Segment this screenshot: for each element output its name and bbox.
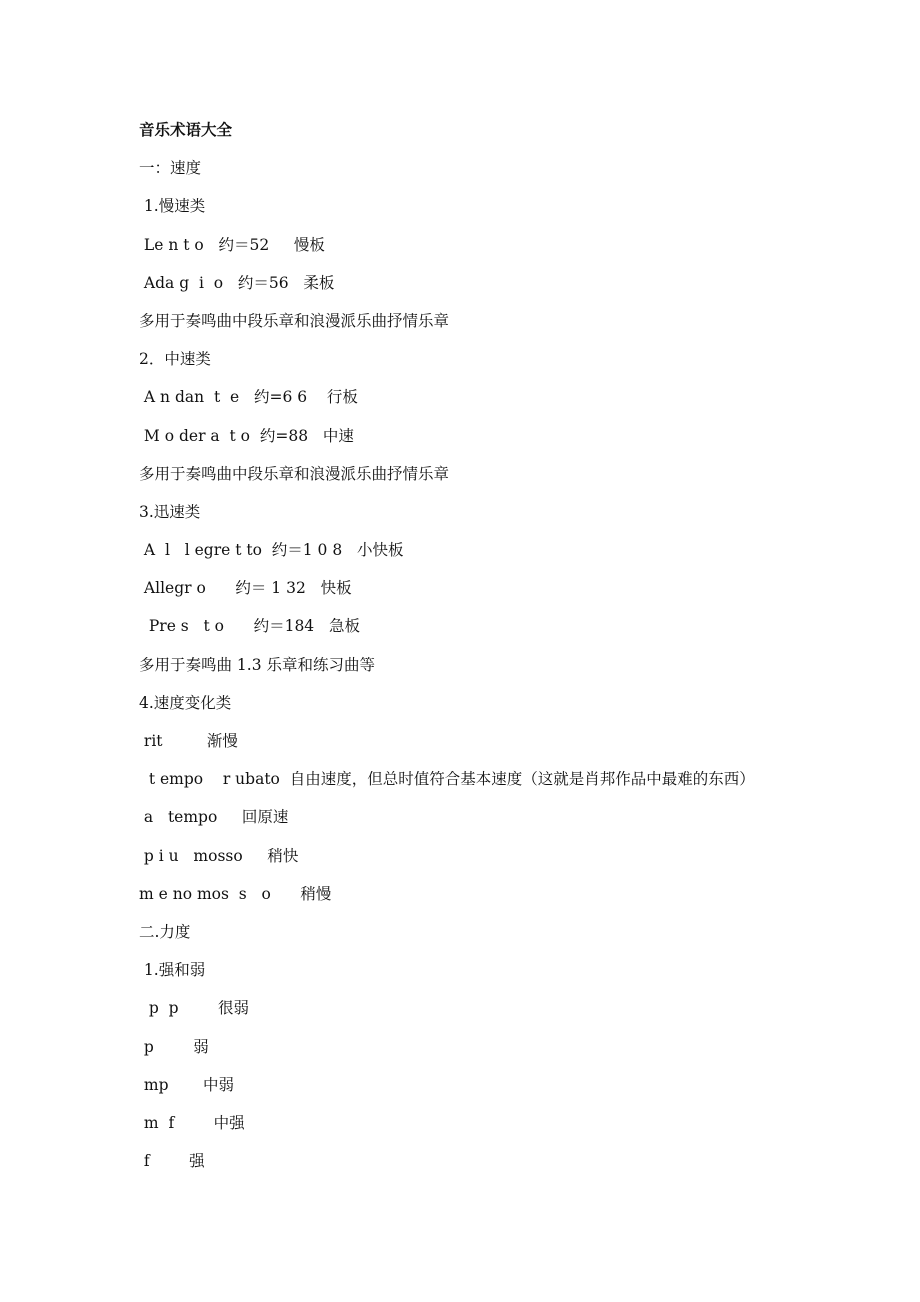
subheading-tempo-change: 4.速度变化类	[139, 693, 232, 712]
note-slow-usage: 多用于奏鸣曲中段乐章和浪漫派乐曲抒情乐章	[139, 311, 450, 330]
term-mp: mp 中弱	[139, 1075, 235, 1094]
term-presto: Pre s t o 约＝184 急板	[139, 617, 360, 636]
term-moderato: M o der a t o 约=88 中速	[139, 426, 354, 445]
term-meno-mosso: m e no mos s o 稍慢	[139, 884, 332, 903]
term-allegretto: A l l egre t to 约＝1 0 8 小快板	[139, 541, 404, 560]
term-andante: A n dan t e 约=6 6 行板	[139, 388, 358, 407]
term-adagio: Ada g i o 约＝56 柔板	[139, 273, 335, 292]
section-heading-tempo: 一：速度	[139, 159, 202, 178]
document-title: 音乐术语大全	[139, 121, 233, 139]
document-body	[139, 117, 799, 1186]
term-mf: m f 中强	[139, 1113, 245, 1132]
subheading-slow: 1.慢速类	[139, 197, 206, 216]
term-piu-mosso: p i u mosso 稍快	[139, 846, 299, 865]
subheading-medium: 2．中速类	[139, 350, 211, 369]
term-f: f 强	[139, 1152, 205, 1171]
note-medium-usage: 多用于奏鸣曲中段乐章和浪漫派乐曲抒情乐章	[139, 464, 450, 483]
term-pp: p p 很弱	[139, 999, 249, 1018]
term-a-tempo: a tempo 回原速	[139, 808, 289, 827]
section-heading-dynamics: 二.力度	[139, 922, 191, 941]
subheading-strong-weak: 1.强和弱	[139, 961, 206, 980]
term-tempo-rubato: t empo r ubato 自由速度，但总时值符合基本速度（这就是肖邦作品中最难的东西）	[139, 770, 755, 789]
term-allegro: Allegr o 约＝ 1 32 快板	[139, 579, 352, 598]
note-fast-usage: 多用于奏鸣曲 1.3 乐章和练习曲等	[139, 655, 376, 674]
term-p: p 弱	[139, 1037, 209, 1056]
term-rit: rit 渐慢	[139, 732, 238, 750]
subheading-fast: 3.迅速类	[139, 502, 201, 521]
term-lento: Le n t o 约＝52 慢板	[139, 235, 325, 254]
